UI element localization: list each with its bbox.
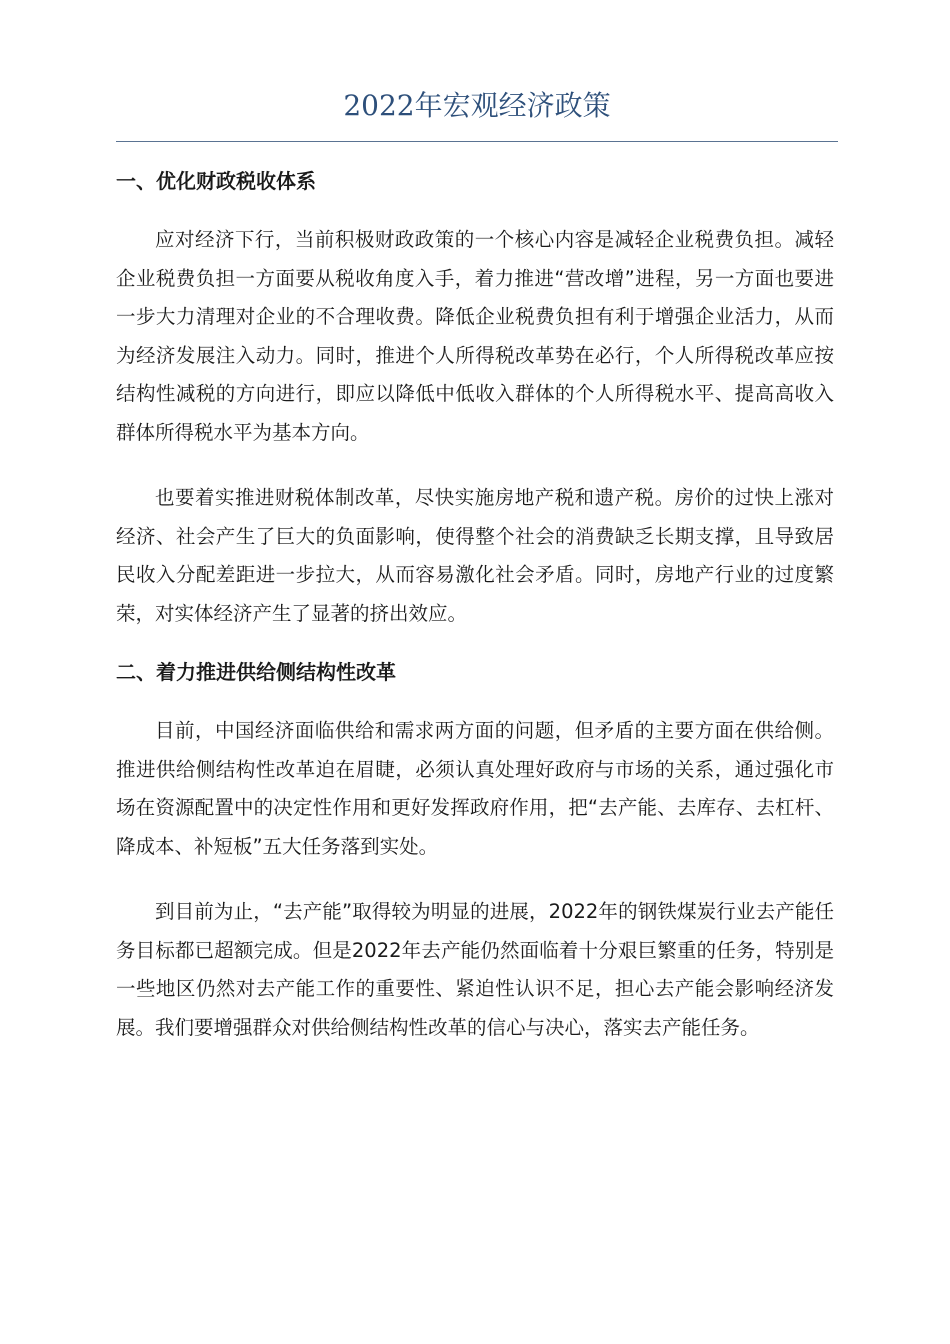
- title-divider: [116, 141, 838, 142]
- paragraph: 应对经济下行，当前积极财政政策的一个核心内容是减轻企业税费负担。减轻企业税费负担一方面要从税收角度入手，着力推进“营改增”进程，另一方面也要进一步大力清理对企业的不合理收费。降低企业税费负担有利于增强企业活力，从而为经济发展注入动力。同时，推进个人所得税改革势在必行，个人所得税改革应按结构性减税的方向进行，即应以降低中低收入群体的个人所得税水平、提高高收入群体所得税水平为基本方向。: [116, 228, 834, 444]
- paragraph: 到目前为止，“去产能”取得较为明显的进展，2022年的钢铁煤炭行业去产能任务目标都已超额完成。但是2022年去产能仍然面临着十分艰巨繁重的任务，特别是一些地区仍然对去产能工作的重要性、紧迫性认识不足，担心去产能会影响经济发展。我们要增强群众对供给侧结构性改革的信心与决心，落实去产能任务。: [116, 900, 834, 1039]
- section-heading: 二、着力推进供给侧结构性改革: [116, 660, 396, 684]
- paragraph: 也要着实推进财税体制改革，尽快实施房地产税和遗产税。房价的过快上涨对经济、社会产生了巨大的负面影响，使得整个社会的消费缺乏长期支撑，且导致居民收入分配差距进一步拉大，从而容易激化社会矛盾。同时，房地产行业的过度繁荣，对实体经济产生了显著的挤出效应。: [116, 486, 834, 625]
- paragraph: 目前，中国经济面临供给和需求两方面的问题，但矛盾的主要方面在供给侧。推进供给侧结构性改革迫在眉睫，必须认真处理好政府与市场的关系，通过强化市场在资源配置中的决定性作用和更好发挥政府作用，把“去产能、去库存、去杠杆、降成本、补短板”五大任务落到实处。: [116, 719, 834, 858]
- section-fiscal-tax: [116, 162, 834, 633]
- section-heading: 一、优化财政税收体系: [116, 169, 316, 193]
- document-title: 2022年宏观经济政策: [343, 89, 611, 122]
- document-body: [116, 162, 834, 1047]
- section-supply-side-reform: [116, 653, 834, 1047]
